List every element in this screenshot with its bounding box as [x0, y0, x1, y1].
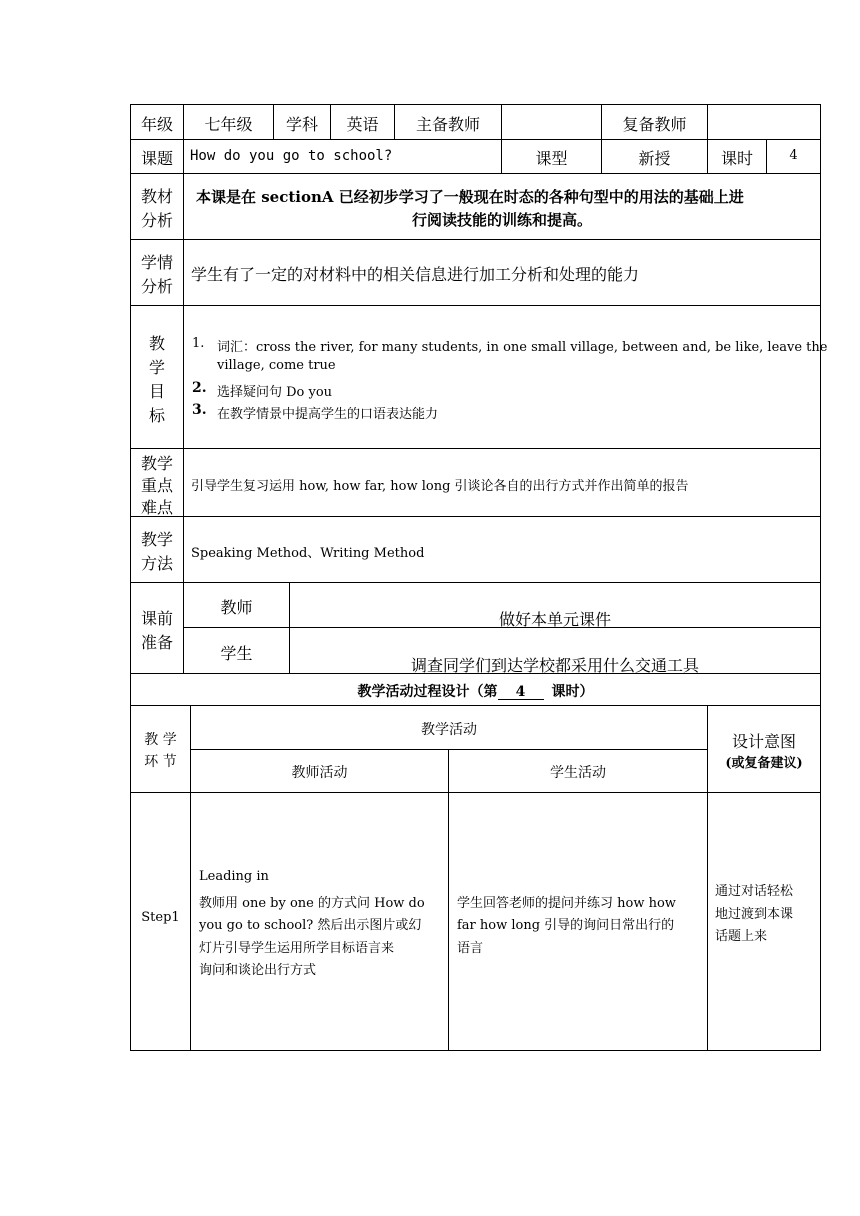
key-points-label: 教学	[140, 454, 173, 473]
table-border	[820, 104, 821, 1051]
preparation-label: 准备	[140, 633, 173, 652]
process-title-number: 4	[498, 685, 544, 700]
grade-label: 年级	[140, 115, 173, 134]
prep-teacher-label: 教师	[220, 598, 253, 617]
objective-item: 词汇：cross the river, for many students, in one small village, between and, be like, leave the	[217, 340, 828, 355]
student-activity-line: 语言	[457, 941, 484, 956]
prep-student-label: 学生	[220, 644, 253, 663]
key-points-label: 重点	[140, 476, 173, 495]
prep-teacher-text: 做好本单元课件	[498, 610, 611, 629]
table-border	[130, 792, 821, 793]
objective-item: village, come true	[217, 358, 336, 373]
table-border	[130, 173, 821, 174]
key-points-label: 难点	[140, 498, 173, 517]
stage-header: 教 学	[144, 732, 177, 748]
material-analysis-label: 分析	[140, 211, 173, 230]
objective-item: 选择疑问句 Do you	[217, 385, 333, 400]
key-points-text: 引导学生复习运用 how, how far, how long 引谈论各自的出行方式并作出简单的报告	[191, 479, 689, 494]
intent-header: 设计意图	[731, 732, 796, 751]
table-border	[501, 104, 502, 139]
objectives-label: 教	[148, 334, 165, 353]
objectives-label: 目	[148, 382, 165, 401]
table-border	[130, 305, 821, 306]
objectives-label: 学	[148, 358, 165, 377]
table-border	[130, 1050, 821, 1051]
intent-line: 话题上来	[715, 929, 768, 944]
process-title-prefix: 教学活动过程设计（第	[357, 684, 498, 700]
material-analysis-text: 行阅读技能的训练和提高。	[411, 211, 592, 229]
main-teacher-label: 主备教师	[415, 115, 480, 134]
material-analysis-text: 本课是在 sectionA 已经初步学习了一般现在时态的各种句型中的用法的基础上进	[196, 188, 744, 206]
student-activity-line: far how long 引导的询问日常出行的	[457, 918, 675, 933]
student-activity-line: 学生回答老师的提问并练习 how how	[457, 896, 676, 911]
co-teacher-label: 复备教师	[622, 115, 687, 134]
intent-line: 通过对话轻松	[715, 884, 794, 899]
intent-line: 地过渡到本课	[715, 907, 794, 922]
teacher-activity-header: 教师活动	[291, 765, 348, 781]
table-border	[448, 749, 449, 1051]
grade-value: 七年级	[204, 115, 253, 134]
teacher-activity-line: 教师用 one by one 的方式问 How do	[199, 896, 425, 911]
methods-label: 方法	[140, 554, 173, 573]
table-border	[130, 516, 821, 517]
table-border	[130, 104, 131, 1051]
subject-value: 英语	[346, 115, 379, 134]
objective-item: 在教学情景中提高学生的口语表达能力	[217, 407, 439, 422]
prep-student-text: 调查同学们到达学校都采用什么交通工具	[410, 656, 699, 675]
objectives-label: 标	[148, 406, 165, 425]
table-border	[130, 582, 821, 583]
methods-label: 教学	[140, 530, 173, 549]
student-analysis-text: 学生有了一定的对材料中的相关信息进行加工分析和处理的能力	[191, 265, 640, 284]
table-border	[130, 705, 821, 706]
table-border	[190, 705, 191, 1051]
objective-number: 3.	[192, 402, 207, 418]
teacher-activity-line: 灯片引导学生运用所学目标语言来	[199, 941, 395, 956]
period-label: 课时	[720, 149, 753, 168]
period-value: 4	[789, 148, 798, 163]
table-border	[707, 104, 708, 139]
methods-text: Speaking Method、Writing Method	[191, 546, 425, 561]
topic-value: How do you go to school?	[190, 148, 393, 164]
table-border	[130, 104, 821, 105]
student-analysis-label: 分析	[140, 277, 173, 296]
table-border	[130, 448, 821, 449]
table-border	[183, 139, 184, 173]
material-analysis-label: 教材	[140, 187, 173, 206]
table-border	[130, 139, 821, 140]
teacher-activity-line: Leading in	[199, 869, 269, 884]
lesson-type-value: 新授	[638, 149, 671, 168]
subject-label: 学科	[285, 115, 318, 134]
process-title	[131, 681, 820, 701]
process-title-suffix: 课时）	[551, 684, 594, 700]
step-label: Step1	[141, 910, 180, 925]
teacher-activity-line: you go to school? 然后出示图片或幻	[199, 918, 422, 933]
teacher-activity-line: 询问和谈论出行方式	[199, 963, 317, 978]
stage-header: 环 节	[144, 754, 177, 770]
intent-header-sub: (或复备建议)	[725, 756, 803, 771]
table-border	[130, 239, 821, 240]
student-analysis-label: 学情	[140, 253, 173, 272]
preparation-label: 课前	[140, 609, 173, 628]
student-activity-header: 学生活动	[550, 765, 606, 781]
topic-label: 课题	[140, 149, 173, 168]
objective-number: 1.	[192, 336, 205, 351]
objective-number: 2.	[192, 380, 207, 396]
activities-header: 教学活动	[421, 722, 477, 738]
lesson-type-label: 课型	[535, 149, 568, 168]
